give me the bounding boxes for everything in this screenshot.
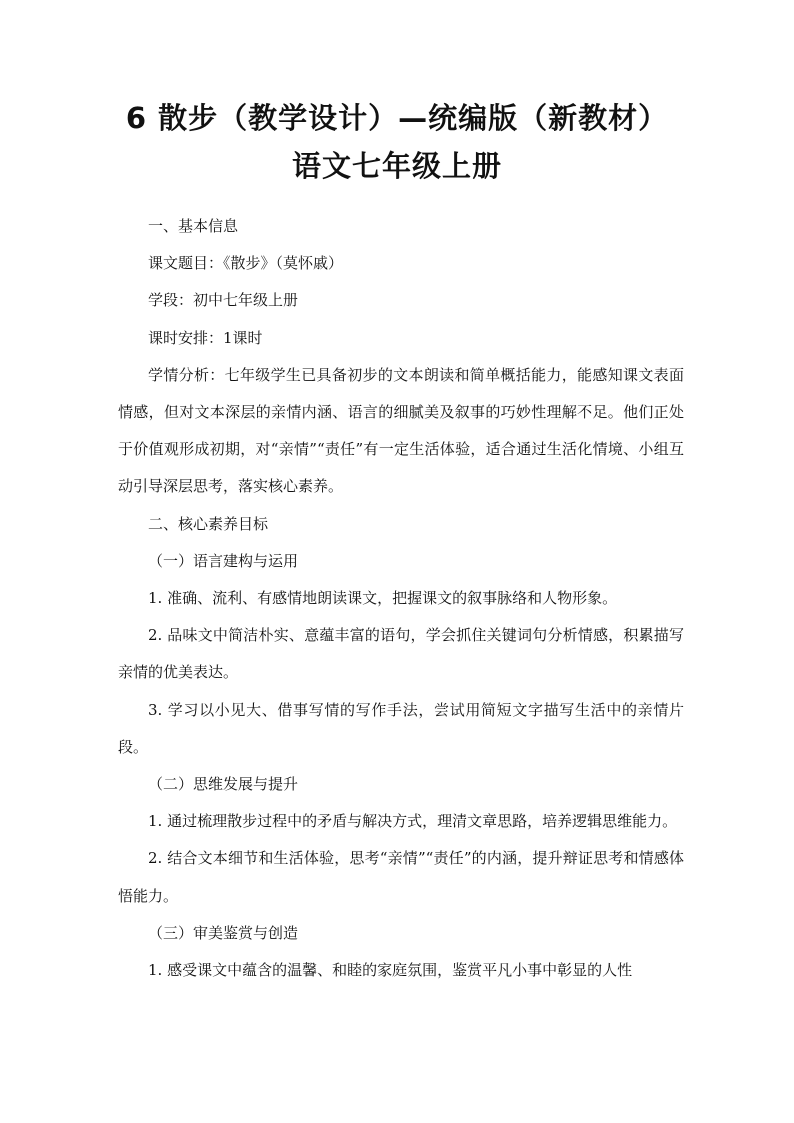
subheading-aesthetic: （三）审美鉴赏与创造 [148, 923, 299, 942]
thinking-goal-2: 2. 结合文本细节和生活体验，思考“亲情”“责任”的内涵，提升辩证思考和情感体悟能力。 [118, 849, 684, 905]
grade-info: 学段：初中七年级上册 [148, 291, 299, 310]
title-line-2: 语文七年级上册 [291, 149, 502, 183]
title-line-1: 6 散步（教学设计）—统编版（新教材） [125, 101, 669, 135]
document-body [118, 208, 684, 989]
subheading-language: （一）语言建构与运用 [148, 551, 299, 570]
section-heading-basic-info: 一、基本信息 [148, 217, 239, 235]
section-heading-goals: 二、核心素养目标 [148, 514, 269, 533]
lesson-hours: 课时安排：1课时 [148, 328, 263, 347]
lesson-title: 课文题目：《散步》（莫怀戚） [148, 254, 344, 273]
language-goal-2: 2. 品味文中简洁朴实、意蕴丰富的语句，学会抓住关键词句分析情感，积累描写亲情的优美表达。 [118, 626, 684, 682]
subheading-thinking: （二）思维发展与提升 [148, 775, 299, 794]
thinking-goal-1: 1. 通过梳理散步过程中的矛盾与解决方式，理清文章思路，培养逻辑思维能力。 [148, 812, 678, 831]
document-title [0, 94, 794, 190]
aesthetic-goal-1: 1. 感受课文中蕴含的温馨、和睦的家庭氛围，鉴赏平凡小事中彰显的人性 [148, 961, 633, 980]
language-goal-1: 1. 准确、流利、有感情地朗读课文，把握课文的叙事脉络和人物形象。 [148, 589, 618, 608]
language-goal-3: 3. 学习以小见大、借事写情的写作手法，尝试用简短文字描写生活中的亲情片段。 [118, 700, 684, 756]
student-analysis: 学情分析：七年级学生已具备初步的文本朗读和简单概括能力，能感知课文表面情感，但对文本深层的亲情内涵、语言的细腻美及叙事的巧妙性理解不足。他们正处于价值观形成初期，对“亲情”“责任”有一定生活体验，适合通过生活化情境、小组互动引导深层思考，落实核心素养。 [118, 365, 684, 496]
